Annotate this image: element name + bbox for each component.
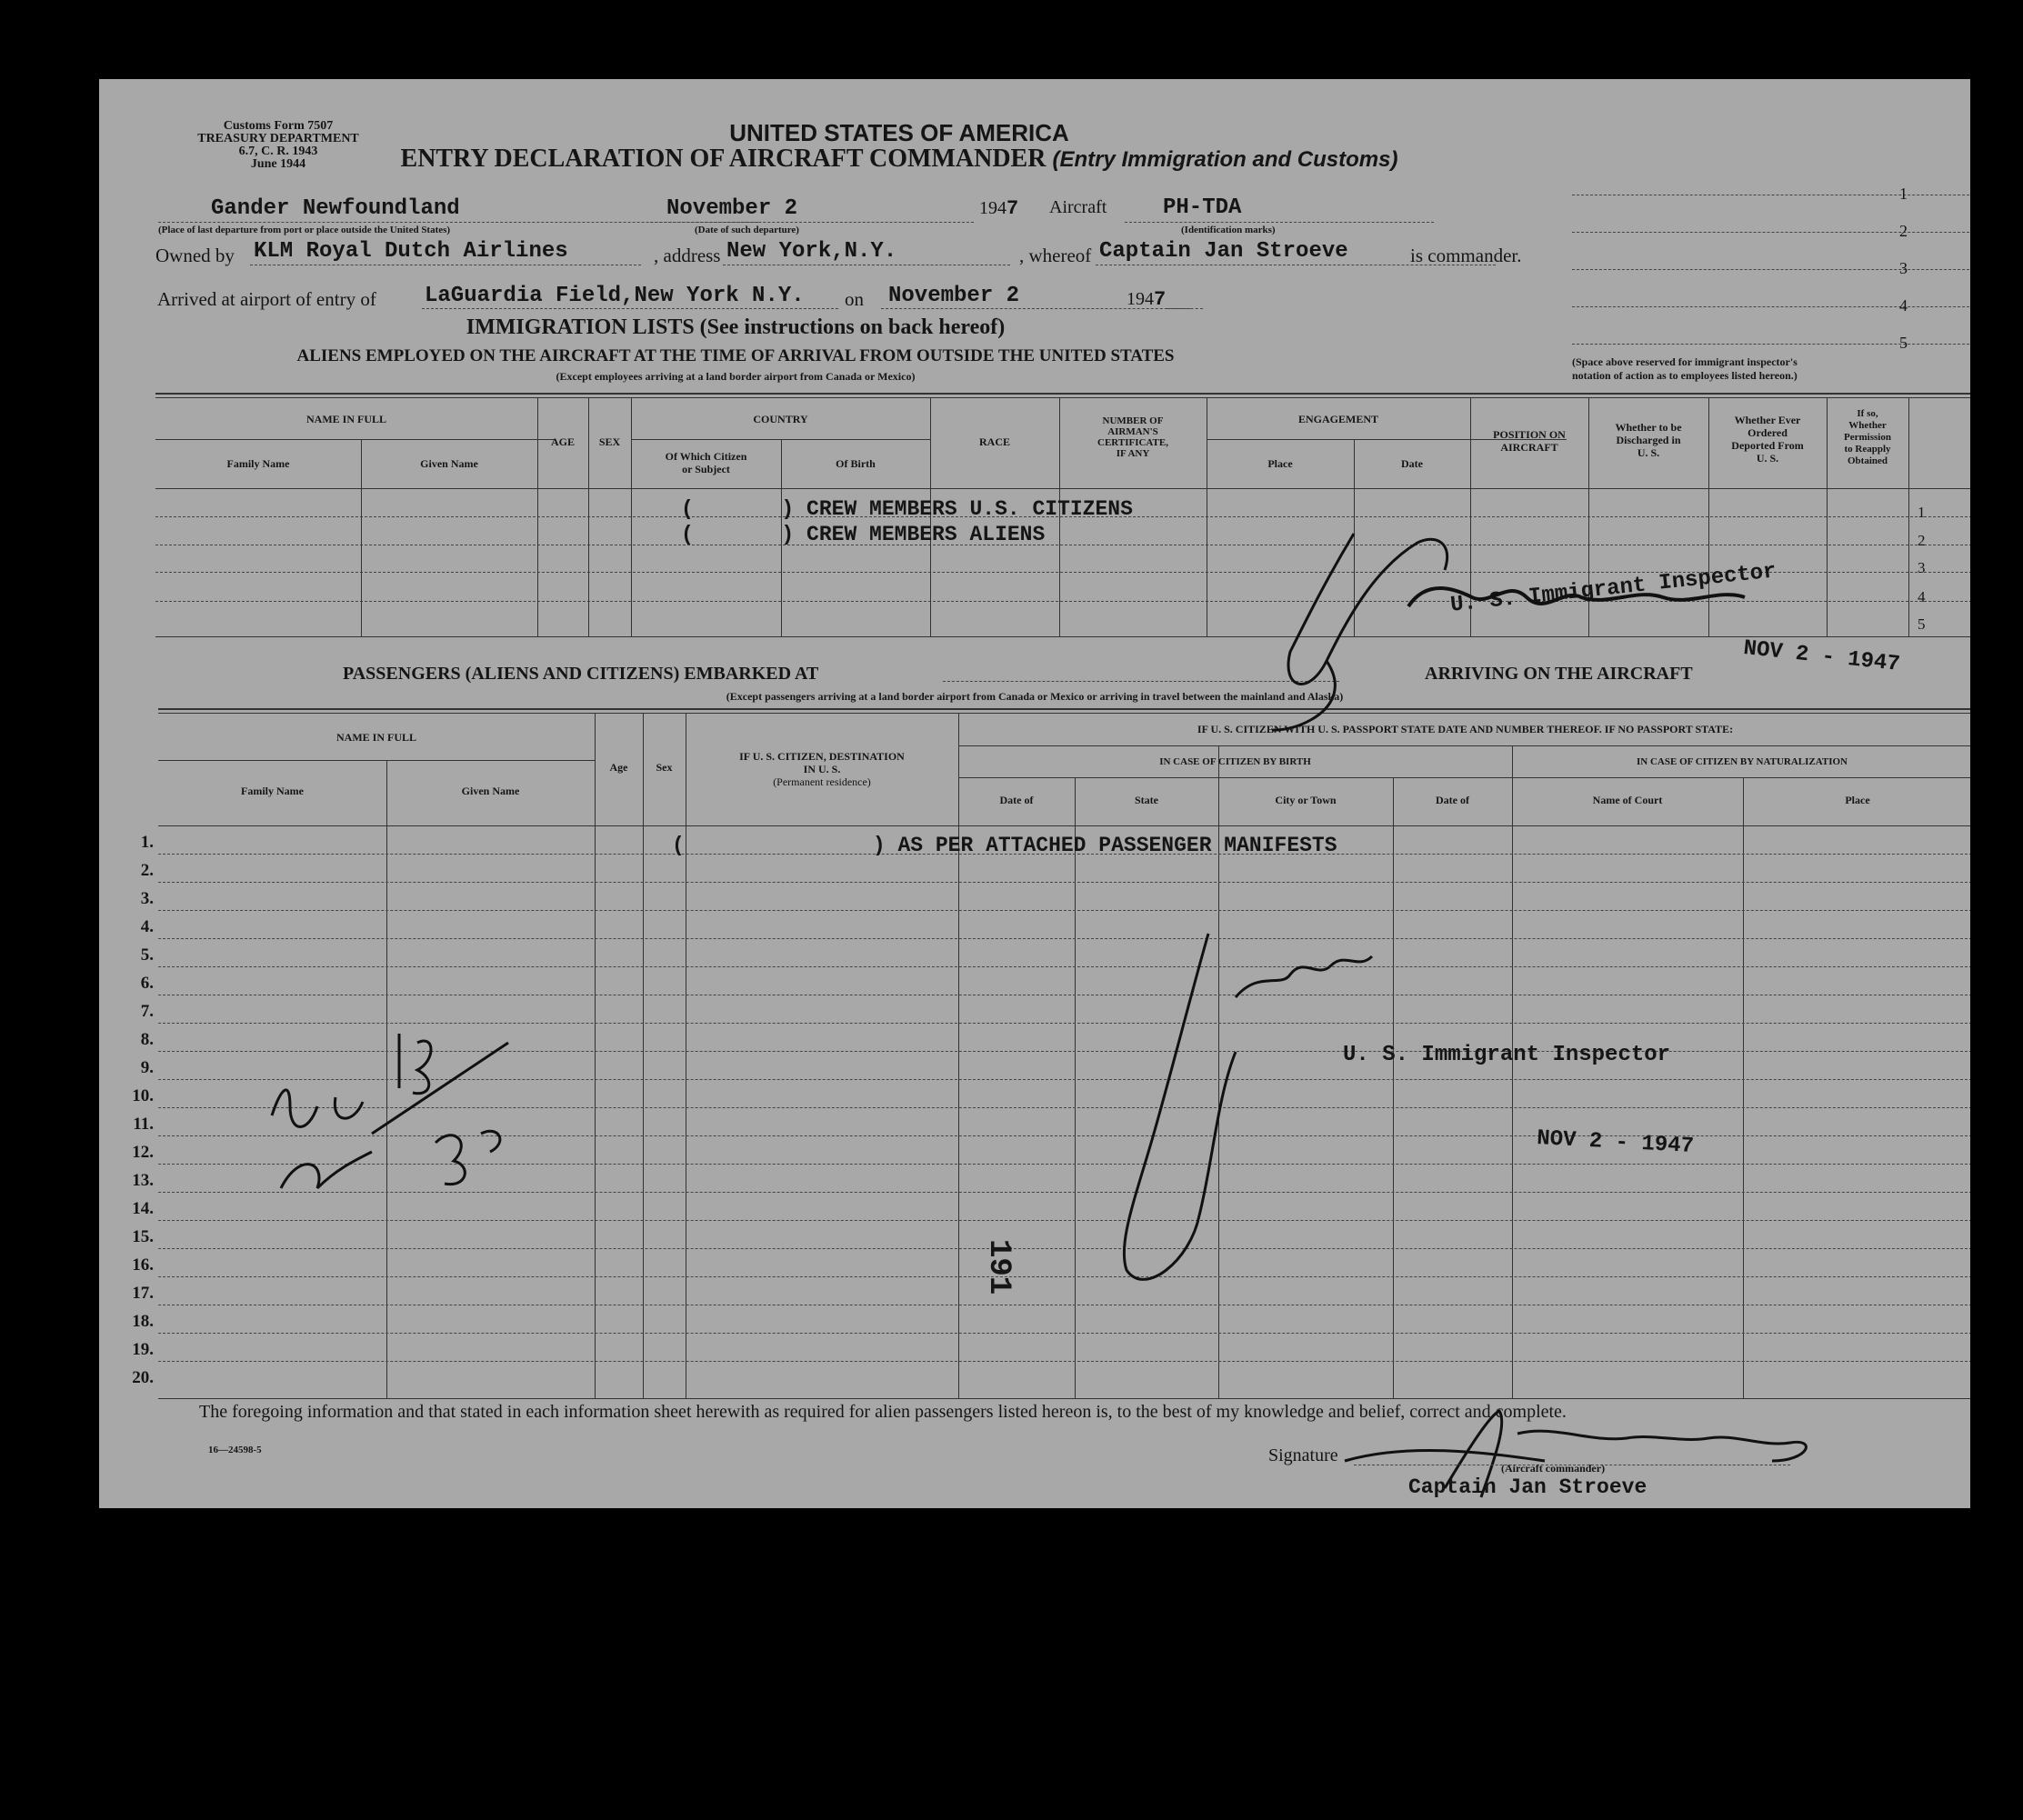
crew-col-position: POSITION ON AIRCRAFT	[1493, 428, 1566, 454]
crew-col-given-name: Given Name	[420, 457, 478, 470]
pass-col-city-or-town: City or Town	[1275, 794, 1337, 806]
crew-col-sex: SEX	[598, 435, 621, 448]
pass-col-name-of-court: Name of Court	[1592, 794, 1663, 806]
crew-col-age: AGE	[550, 435, 575, 448]
crew-col-discharged: Whether to be Discharged in U. S.	[1615, 421, 1682, 459]
departure-place-caption: (Place of last departure from port or place outside the United States)	[158, 225, 451, 235]
crew-col-place: Place	[1267, 457, 1293, 470]
commander-value: Captain Jan Stroeve	[1099, 239, 1348, 264]
crew-row-2: 2	[1918, 532, 1926, 549]
arrival-year: 1947	[1127, 288, 1167, 311]
reserved-line-5: 5	[1899, 334, 1908, 352]
stamp-inspector-crew: U. S. Immigrant Inspector	[1449, 559, 1778, 618]
passenger-row-line	[158, 938, 1970, 939]
crew-col-date: Date	[1401, 457, 1423, 470]
passenger-row-number: 10.	[132, 1086, 154, 1105]
passenger-row-number: 4.	[140, 917, 154, 936]
arrival-date-value: November 2	[888, 284, 1020, 308]
pass-col-place: Place	[1845, 794, 1870, 806]
pass-col-given-name: Given Name	[461, 785, 520, 797]
passenger-row-number: 14.	[132, 1199, 154, 1218]
is-commander-label: is commander.	[1410, 245, 1522, 266]
country-title: UNITED STATES OF AMERICA	[729, 119, 1069, 146]
arrived-label: Arrived at airport of entry of	[157, 288, 376, 310]
reserved-line-4: 4	[1899, 296, 1908, 315]
passenger-row-number: 18.	[132, 1312, 154, 1331]
pass-col-destination: IF U. S. CITIZEN, DESTINATION IN U. S. (Permanent residence)	[739, 750, 905, 788]
passenger-row-number: 7.	[140, 1002, 154, 1021]
passenger-row-line	[158, 1276, 1970, 1277]
departure-date-value: November 2	[666, 196, 798, 221]
pass-col-family-name: Family Name	[241, 785, 304, 797]
passenger-row-number: 8.	[140, 1030, 154, 1049]
owned-by-label: Owned by	[155, 245, 235, 266]
document-title	[99, 145, 1699, 174]
passenger-row-line	[158, 966, 1970, 967]
pass-col-name-in-full: NAME IN FULL	[335, 731, 416, 744]
passenger-row-line	[158, 882, 1970, 883]
passenger-row-line	[158, 1361, 1970, 1362]
arrival-airport-value: LaGuardia Field,New York N.Y.	[425, 284, 805, 308]
aircraft-commander-caption: (Aircraft commander)	[1501, 1462, 1606, 1475]
reserved-line-3: 3	[1899, 259, 1908, 277]
passenger-row-number: 15.	[132, 1227, 154, 1246]
pass-col-sex: Sex	[656, 761, 673, 774]
aliens-employed-heading: ALIENS EMPLOYED ON THE AIRCRAFT AT THE TIME OF ARRIVAL FROM OUTSIDE THE UNITED STATES	[296, 346, 1175, 365]
passenger-row-number: 1.	[140, 833, 154, 852]
passenger-row-number: 12.	[132, 1143, 154, 1162]
passenger-row-number: 13.	[132, 1171, 154, 1190]
pass-col-citizen-by-naturalization: IN CASE OF CITIZEN BY NATURALIZATION	[1637, 756, 1848, 767]
handwritten-inspector-initials	[1099, 915, 1390, 1297]
crew-col-country: COUNTRY	[753, 413, 808, 425]
stamp-date-passengers: NOV 2 - 1947	[1536, 1126, 1695, 1160]
form-date: June 1944	[250, 157, 306, 171]
arrival-on-label: on	[845, 288, 864, 310]
departure-place-value: Gander Newfoundland	[211, 196, 460, 221]
pass-col-citizen-by-birth: IN CASE OF CITIZEN BY BIRTH	[1159, 756, 1311, 767]
passenger-row-line	[158, 910, 1970, 911]
reserved-note: (Space above reserved for immigrant inspector's notation of action as to employees listed hereon.)	[1572, 355, 1798, 382]
pass-col-date-of-naturalization: Date of	[1436, 794, 1469, 806]
pass-col-age: Age	[609, 761, 628, 774]
owner-value: KLM Royal Dutch Airlines	[254, 239, 568, 264]
passenger-row-number: 11.	[133, 1115, 154, 1134]
crew-row-4: 4	[1918, 588, 1926, 605]
whereof-label: , whereof	[1019, 245, 1092, 266]
aircraft-marks-value: PH-TDA	[1163, 195, 1242, 220]
crew-col-engagement: ENGAGEMENT	[1297, 413, 1378, 425]
stamp-number: 191	[981, 1239, 1016, 1295]
aircraft-marks-caption: (Identification marks)	[1181, 225, 1276, 235]
passengers-heading: PASSENGERS (ALIENS AND CITIZENS) EMBARKED AT	[343, 664, 819, 684]
title-main: ENTRY DECLARATION OF AIRCRAFT COMMANDER	[400, 145, 1047, 173]
aircraft-label: Aircraft	[1049, 197, 1107, 217]
signature-label: Signature	[1268, 1445, 1338, 1465]
print-code: 16—24598-5	[208, 1445, 262, 1455]
department: TREASURY DEPARTMENT	[197, 132, 359, 145]
passenger-row-number: 6.	[140, 974, 154, 993]
certification-text: The foregoing information and that stated in each information sheet herewith as required for alien passengers listed hereon is, to the best of my knowledge and belief, correct and complete.	[199, 1402, 1567, 1422]
passenger-row-number: 19.	[132, 1340, 154, 1359]
passenger-row-number: 16.	[132, 1255, 154, 1275]
passenger-row-number: 5.	[140, 945, 154, 965]
passenger-row-number: 9.	[140, 1058, 154, 1077]
crew-col-deported: Whether Ever Ordered Deported From U. S.	[1731, 414, 1804, 465]
passenger-row-number: 3.	[140, 889, 154, 908]
stamp-date-crew: NOV 2 - 1947	[1742, 636, 1901, 677]
reserved-line-2: 2	[1899, 222, 1908, 240]
pass-col-date-of-birth: Date of	[999, 794, 1034, 806]
passenger-row-number: 2.	[140, 861, 154, 880]
crew-col-airman-certificate: NUMBER OF AIRMAN'S CERTIFICATE, IF ANY	[1097, 415, 1168, 459]
form-number: Customs Form 7507	[223, 119, 334, 133]
departure-year: 1947	[979, 197, 1019, 220]
crew-col-name-in-full: NAME IN FULL	[305, 413, 386, 425]
crew-row-5: 5	[1918, 615, 1926, 633]
passenger-row-line	[158, 1220, 1970, 1221]
reserved-line-1: 1	[1899, 185, 1908, 203]
crew-col-family-name: Family Name	[226, 457, 290, 470]
stamp-inspector-passengers: U. S. Immigrant Inspector	[1343, 1043, 1671, 1067]
crew-row-1: 1	[1918, 504, 1926, 521]
passenger-entry-manifest: ( ) AS PER ATTACHED PASSENGER MANIFESTS	[672, 834, 1337, 857]
passengers-note: (Except passengers arriving at a land border airport from Canada or Mexico or arriving in travel between the mainland and Alaska)	[726, 690, 1344, 703]
passenger-row-number: 17.	[132, 1284, 154, 1303]
address-label: , address	[654, 245, 721, 266]
arriving-on-aircraft: ARRIVING ON THE AIRCRAFT	[1425, 664, 1693, 684]
crew-col-reapply: If so, Whether Permission to Reapply Obtained	[1844, 408, 1891, 466]
crew-col-of-birth: Of Birth	[836, 457, 876, 470]
title-subtitle: (Entry Immigration and Customs)	[1052, 147, 1398, 172]
pass-col-passport: IF U. S. CITIZEN WITH U. S. PASSPORT STATE DATE AND NUMBER THEREOF. IF NO PASSPORT STATE:	[1197, 723, 1734, 735]
regulation: 6.7, C. R. 1943	[238, 145, 318, 158]
pass-col-state: State	[1135, 794, 1158, 806]
crew-col-race: RACE	[978, 435, 1010, 448]
crew-col-citizen-of: Of Which Citizen or Subject	[665, 450, 747, 475]
passenger-row-line	[158, 1333, 1970, 1334]
passenger-row-line	[158, 1248, 1970, 1249]
aliens-employed-note: (Except employees arriving at a land border airport from Canada or Mexico)	[556, 370, 916, 383]
departure-date-caption: (Date of such departure)	[695, 225, 799, 235]
form-page	[99, 79, 1970, 1508]
crew-entry-aliens: ( ) CREW MEMBERS ALIENS	[681, 523, 1046, 546]
commander-name-typed: Captain Jan Stroeve	[1408, 1475, 1647, 1499]
crew-entry-citizens: ( ) CREW MEMBERS U.S. CITIZENS	[681, 497, 1133, 521]
handwritten-crew-annotation	[1272, 506, 1763, 743]
address-value: New York,N.Y.	[726, 239, 897, 264]
passenger-row-number: 20.	[132, 1368, 154, 1387]
crew-row-3: 3	[1918, 559, 1926, 576]
handwritten-passenger-count	[254, 1006, 526, 1206]
immigration-lists-heading: IMMIGRATION LISTS (See instructions on back hereof)	[466, 315, 1006, 339]
